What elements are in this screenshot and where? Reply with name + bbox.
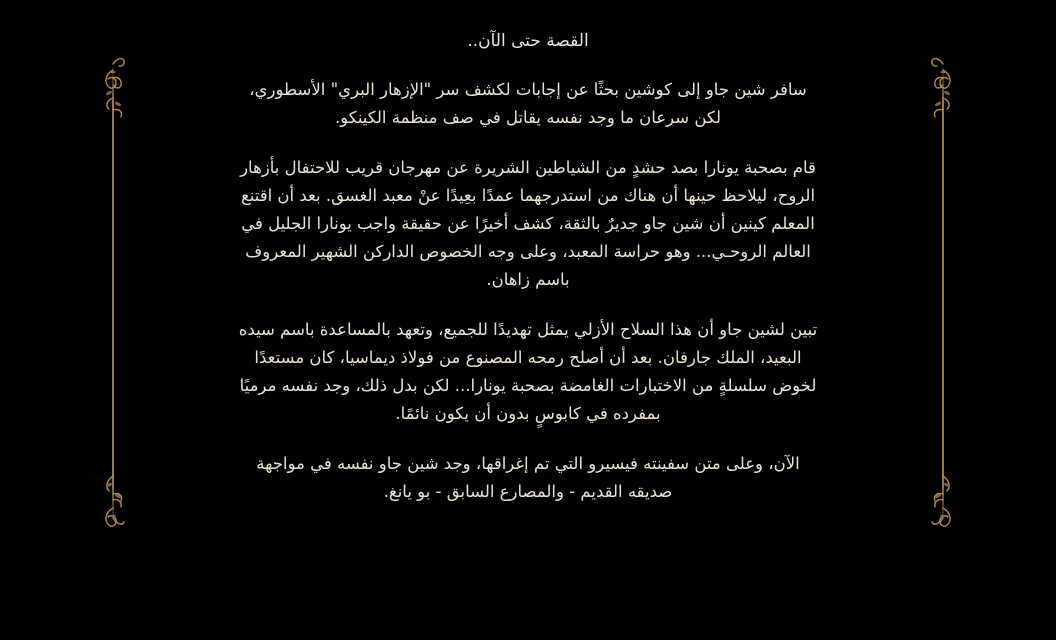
page-title: القصة حتى الآن.. [467, 31, 589, 51]
story-text-block [0, 28, 1056, 506]
story-paragraph: قام بصحبة يونارا بصد حشدٍ من الشياطين الشريرة عن مهرجان قريب للاحتفال بأزهار الروح، ليلاحظ حينها أن هناك من استدرجهما عمدًا بعِيدًا عنْ معبد الغسق. بعد أن اقتنع المعلم كينين أن شين جاو جديرٌ بالثقة، كشف أخيرًا عن حقيقة واجب يونارا الجليل في العالم الروحـي... وهو حراسة المعبد، وعلى وجه الخصوص الداركن الشهير المعروف باسم زاهان. [240, 158, 816, 289]
story-paragraph: سافر شين جاو إلى كوشين بحثًا عن إجابات لكشف سر "الإزهار البري" الأسطوري، لكن سرعان ما وجد نفسه يقاتل في صف منظمة الكينكو. [249, 80, 807, 127]
story-paragraph: الآن، وعلى متن سفينته فيسيرو التي تم إغراقها، وجد شين جاو نفسه في مواجهة صديقه القديم - والمصارع السابق - بو يانغ. [256, 454, 800, 501]
story-paragraph: تبين لشين جاو أن هذا السلاح الأزلي يمثل تهديدًا للجميع، وتعهد بالمساعدة باسم سيده البعيد، الملك جارفان. بعد أن أصلح رمحه المصنوع من فولاذ ديماسيا، كان مستعدًا لخوض سلسلةٍ من الاختبارات الغامضة بصحبة يونارا... لكن بدل ذلك، وجد نفسه مرميًا بمفرده في كابوسٍ بدون أن يكون نائمًا. [238, 320, 818, 423]
